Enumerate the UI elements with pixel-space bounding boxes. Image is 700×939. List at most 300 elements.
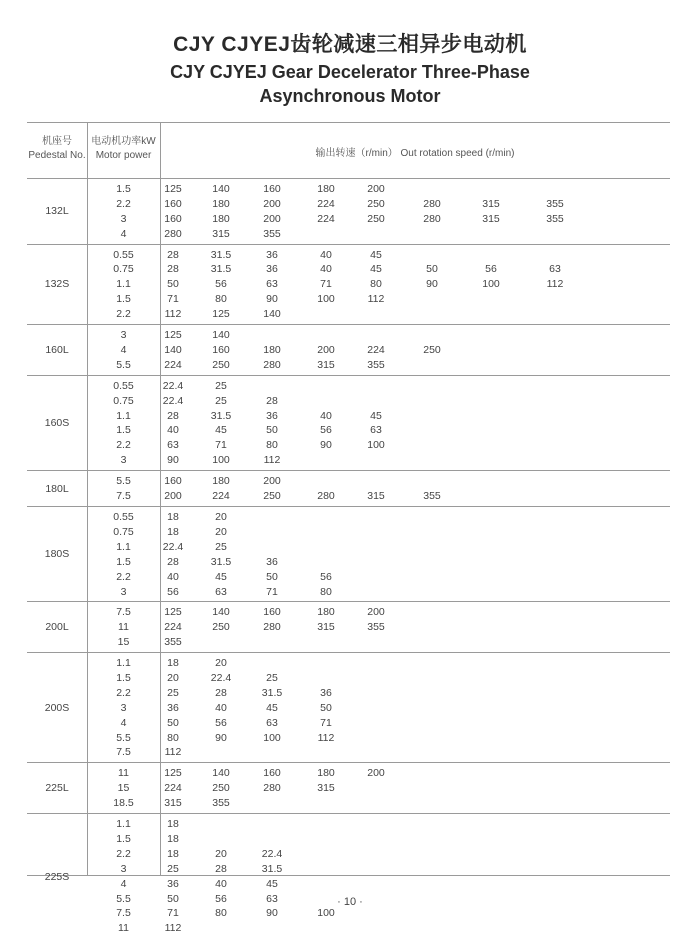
speed-cell: 18: [167, 832, 179, 845]
speed-cell: 250: [367, 212, 385, 225]
speed-cell: 50: [167, 278, 179, 291]
table-row: [27, 379, 670, 394]
speed-cell: 56: [320, 570, 332, 583]
speed-cell: 40: [167, 570, 179, 583]
power-cell: 18.5: [113, 797, 134, 810]
speed-cell: 20: [215, 657, 227, 670]
speed-cell: 200: [367, 183, 385, 195]
speed-cell: 125: [164, 606, 182, 619]
speed-cell: 100: [367, 439, 385, 452]
speed-cell: 250: [367, 197, 385, 210]
speed-cell: 45: [266, 701, 278, 714]
table-row: [27, 635, 670, 650]
pedestal-label: 200L: [45, 621, 69, 634]
speed-cell: 36: [266, 248, 278, 261]
speed-cell: 200: [263, 197, 281, 210]
pedestal-label: 132L: [45, 205, 69, 218]
speed-cell: 180: [317, 183, 335, 195]
table-row: [27, 277, 670, 292]
speed-cell: 112: [164, 308, 182, 321]
table-row: [27, 781, 670, 796]
speed-cell: 31.5: [210, 409, 232, 422]
speed-cell: 45: [370, 409, 382, 422]
pedestal-group: [27, 602, 670, 653]
speed-cell: 20: [215, 511, 227, 523]
speed-cell: 125: [164, 767, 182, 780]
speed-cell: 45: [215, 570, 227, 583]
table-row: [27, 438, 670, 453]
speed-cell: 31.5: [261, 862, 283, 875]
speed-cell: 280: [317, 490, 335, 503]
speed-cell: 36: [266, 555, 278, 568]
speed-cell: 200: [317, 343, 335, 356]
table-row: [27, 877, 670, 892]
speed-cell: 25: [215, 379, 227, 392]
pedestal-label: 225L: [45, 782, 69, 795]
header-pedestal: [27, 135, 87, 163]
speed-cell: 180: [317, 767, 335, 780]
power-cell: 1.5: [116, 183, 131, 195]
header-speed: 输出转速（r/min） Out rotation speed (r/min): [315, 148, 515, 159]
speed-cell: 180: [212, 212, 230, 225]
pedestal-label: 225S: [44, 870, 70, 883]
speed-cell: 112: [546, 278, 564, 291]
speed-cell: 250: [423, 343, 441, 356]
spec-table: [27, 122, 670, 935]
table-row: [27, 570, 670, 585]
speed-cell: 28: [215, 862, 227, 875]
table-row: [27, 555, 670, 570]
power-cell: 15: [117, 636, 130, 649]
speed-cell: 36: [266, 263, 278, 276]
speed-cell: 45: [266, 877, 278, 890]
speed-cell: 160: [263, 767, 281, 780]
speed-cell: 280: [263, 358, 281, 371]
table-row: [27, 906, 670, 921]
power-cell: 1.1: [116, 657, 131, 670]
power-cell: 7.5: [116, 907, 131, 920]
speed-cell: 28: [215, 686, 227, 699]
speed-cell: 180: [263, 343, 281, 356]
speed-cell: 40: [320, 263, 332, 276]
table-row: [27, 671, 670, 686]
speed-cell: 250: [212, 358, 230, 371]
table-row: [27, 343, 670, 358]
speed-cell: 25: [215, 540, 227, 553]
speed-cell: 71: [167, 293, 179, 306]
speed-cell: 90: [266, 293, 278, 306]
power-cell: 0.55: [113, 248, 134, 261]
speed-cell: 71: [215, 439, 227, 452]
speed-cell: 25: [266, 671, 278, 684]
speed-cell: 40: [320, 248, 332, 261]
table-row: [27, 796, 670, 811]
speed-cell: 63: [549, 263, 561, 276]
speed-cell: 140: [212, 606, 230, 619]
speed-cell: 63: [215, 585, 227, 598]
power-cell: 2.2: [116, 570, 131, 583]
power-cell: 15: [117, 782, 130, 795]
speed-cell: 71: [266, 585, 278, 598]
speed-cell: 36: [266, 409, 278, 422]
power-cell: 2.2: [116, 439, 131, 452]
header-power-cn: 电动机功率kW: [91, 136, 156, 147]
speed-cell: 28: [167, 263, 179, 276]
speed-cell: 224: [164, 782, 182, 795]
speed-cell: 56: [320, 424, 332, 437]
power-cell: 1.5: [116, 424, 131, 437]
speed-cell: 140: [212, 183, 230, 195]
speed-cell: 80: [215, 907, 227, 920]
power-cell: 5.5: [116, 475, 131, 488]
speed-cell: 200: [263, 475, 281, 488]
power-cell: 4: [120, 877, 127, 890]
power-cell: 3: [120, 329, 127, 342]
power-cell: 7.5: [116, 746, 131, 759]
speed-cell: 71: [167, 907, 179, 920]
power-cell: 0.55: [113, 379, 134, 392]
power-cell: 1.5: [116, 671, 131, 684]
speed-cell: 112: [263, 454, 281, 467]
pedestal-label: 160L: [45, 343, 69, 356]
speed-cell: 22.4: [162, 394, 184, 407]
table-row: [27, 358, 670, 373]
speed-cell: 355: [367, 358, 385, 371]
speed-cell: 50: [167, 716, 179, 729]
table-row: [27, 605, 670, 620]
power-cell: 5.5: [116, 892, 131, 905]
speed-cell: 80: [320, 585, 332, 598]
speed-cell: 28: [167, 248, 179, 261]
speed-cell: 90: [426, 278, 438, 291]
power-cell: 4: [120, 227, 127, 240]
speed-cell: 250: [212, 782, 230, 795]
speed-cell: 45: [215, 424, 227, 437]
pedestal-group: [27, 507, 670, 602]
table-row: [27, 540, 670, 555]
speed-cell: 50: [426, 263, 438, 276]
speed-cell: 100: [263, 731, 281, 744]
power-cell: 11: [118, 621, 129, 634]
table-row: [27, 525, 670, 540]
pedestal-group: [27, 763, 670, 814]
speed-cell: 355: [263, 227, 281, 240]
speed-cell: 40: [320, 409, 332, 422]
power-cell: 0.75: [113, 263, 134, 276]
pedestal-label: 132S: [44, 278, 70, 291]
speed-cell: 180: [212, 475, 230, 488]
power-cell: 1.1: [116, 278, 131, 291]
speed-cell: 63: [266, 716, 278, 729]
speed-cell: 224: [317, 197, 335, 210]
speed-cell: 63: [266, 892, 278, 905]
speed-cell: 140: [212, 767, 230, 780]
speed-cell: 112: [367, 293, 385, 306]
speed-cell: 160: [164, 475, 182, 488]
speed-cell: 18: [167, 818, 179, 831]
speed-cell: 80: [370, 278, 382, 291]
speed-cell: 224: [212, 490, 230, 503]
power-cell: 1.1: [116, 540, 131, 553]
table-row: [27, 453, 670, 468]
speed-cell: 100: [317, 293, 335, 306]
speed-cell: 22.4: [162, 379, 184, 392]
power-cell: 4: [120, 716, 127, 729]
pedestal-label: 200S: [44, 701, 70, 714]
table-row: [27, 745, 670, 760]
power-cell: 3: [120, 585, 127, 598]
page-number: · 10 ·: [337, 896, 363, 908]
speed-cell: 160: [212, 343, 230, 356]
speed-cell: 315: [212, 227, 230, 240]
speed-cell: 112: [164, 922, 182, 935]
pedestal-label: 180S: [44, 548, 70, 561]
speed-cell: 224: [164, 358, 182, 371]
speed-cell: 200: [263, 212, 281, 225]
speed-cell: 22.4: [210, 671, 232, 684]
power-cell: 7.5: [116, 490, 131, 503]
speed-cell: 90: [266, 907, 278, 920]
speed-cell: 125: [164, 183, 182, 195]
speed-cell: 100: [317, 907, 335, 920]
table-row: [27, 817, 670, 832]
speed-cell: 355: [212, 797, 230, 810]
speed-cell: 63: [266, 278, 278, 291]
table-row: [27, 197, 670, 212]
speed-cell: 200: [367, 767, 385, 780]
power-cell: 11: [118, 767, 129, 780]
speed-cell: 140: [263, 308, 281, 321]
speed-cell: 36: [167, 701, 179, 714]
speed-cell: 112: [164, 746, 182, 759]
speed-cell: 224: [164, 621, 182, 634]
speed-cell: 18: [167, 525, 179, 538]
speed-cell: 200: [367, 606, 385, 619]
speed-cell: 125: [164, 329, 182, 342]
speed-cell: 22.4: [162, 540, 184, 553]
speed-cell: 80: [215, 293, 227, 306]
speed-cell: 25: [167, 862, 179, 875]
speed-cell: 36: [320, 686, 332, 699]
pedestal-group: [27, 814, 670, 939]
speed-cell: 56: [215, 892, 227, 905]
pedestal-group: [27, 376, 670, 471]
speed-cell: 28: [266, 394, 278, 407]
speed-cell: 280: [164, 227, 182, 240]
table-row: [27, 227, 670, 242]
header-power-en: Motor power: [95, 150, 152, 161]
power-cell: 11: [118, 922, 129, 935]
table-row: [27, 182, 670, 197]
table-row: [27, 292, 670, 307]
speed-cell: 280: [263, 782, 281, 795]
speed-cell: 56: [485, 263, 497, 276]
speed-cell: 355: [164, 636, 182, 649]
speed-cell: 280: [423, 197, 441, 210]
table-row: [27, 307, 670, 322]
table-row: [27, 474, 670, 489]
power-cell: 2.2: [116, 847, 131, 860]
power-cell: 2.2: [116, 308, 131, 321]
power-cell: 1.5: [116, 832, 131, 845]
speed-cell: 315: [367, 490, 385, 503]
speed-cell: 18: [167, 847, 179, 860]
table-row: [27, 847, 670, 862]
speed-cell: 224: [317, 212, 335, 225]
speed-cell: 224: [367, 343, 385, 356]
speed-cell: 250: [263, 490, 281, 503]
speed-cell: 315: [164, 797, 182, 810]
speed-cell: 31.5: [210, 555, 232, 568]
power-cell: 5.5: [116, 358, 131, 371]
power-cell: 0.75: [113, 394, 134, 407]
table-row: [27, 585, 670, 600]
speed-cell: 45: [370, 263, 382, 276]
speed-cell: 315: [482, 197, 500, 210]
speed-cell: 280: [263, 621, 281, 634]
table-row: [27, 510, 670, 525]
power-cell: 3: [120, 862, 127, 875]
power-cell: 4: [120, 343, 127, 356]
speed-cell: 31.5: [210, 263, 232, 276]
speed-cell: 50: [320, 701, 332, 714]
table-row: [27, 423, 670, 438]
power-cell: 1.5: [116, 555, 131, 568]
speed-cell: 160: [164, 197, 182, 210]
table-row: [27, 656, 670, 671]
table-row: [27, 832, 670, 847]
pedestal-group: [27, 179, 670, 245]
speed-cell: 90: [320, 439, 332, 452]
speed-cell: 18: [167, 511, 179, 523]
power-cell: 0.75: [113, 525, 134, 538]
speed-cell: 90: [167, 454, 179, 467]
speed-cell: 40: [215, 877, 227, 890]
speed-cell: 180: [317, 606, 335, 619]
title-chinese: CJY CJYEJ齿轮减速三相异步电动机: [173, 33, 527, 56]
speed-cell: 140: [212, 329, 230, 342]
speed-cell: 160: [263, 606, 281, 619]
speed-cell: 63: [167, 439, 179, 452]
speed-cell: 50: [266, 570, 278, 583]
speed-cell: 31.5: [261, 686, 283, 699]
speed-cell: 45: [370, 248, 382, 261]
pedestal-group: [27, 471, 670, 507]
speed-cell: 180: [212, 197, 230, 210]
speed-cell: 18: [167, 657, 179, 670]
table-row: [27, 731, 670, 746]
speed-cell: 140: [164, 343, 182, 356]
table-row: [27, 328, 670, 343]
speed-cell: 160: [164, 212, 182, 225]
power-cell: 7.5: [116, 606, 131, 619]
table-row: [27, 701, 670, 716]
speed-cell: 100: [212, 454, 230, 467]
speed-cell: 355: [367, 621, 385, 634]
table-row: [27, 409, 670, 424]
speed-cell: 50: [266, 424, 278, 437]
pedestal-group: [27, 653, 670, 763]
table-row: [27, 248, 670, 263]
header-pedestal-cn: 机座号: [42, 136, 72, 147]
pedestal-label: 180L: [45, 482, 69, 495]
power-cell: 3: [120, 701, 127, 714]
speed-cell: 80: [167, 731, 179, 744]
speed-cell: 71: [320, 278, 332, 291]
speed-cell: 315: [482, 212, 500, 225]
header-pedestal-en: Pedestal No.: [28, 150, 86, 161]
power-cell: 2.2: [116, 686, 131, 699]
speed-cell: 280: [423, 212, 441, 225]
table-row: [27, 394, 670, 409]
speed-cell: 20: [167, 671, 179, 684]
speed-cell: 56: [167, 585, 179, 598]
table-row: [27, 262, 670, 277]
speed-cell: 25: [215, 394, 227, 407]
table-row: [27, 212, 670, 227]
speed-cell: 250: [212, 621, 230, 634]
power-cell: 1.5: [116, 293, 131, 306]
speed-cell: 355: [423, 490, 441, 503]
speed-cell: 20: [215, 847, 227, 860]
speed-cell: 71: [320, 716, 332, 729]
speed-cell: 40: [167, 424, 179, 437]
speed-cell: 56: [215, 716, 227, 729]
speed-cell: 22.4: [261, 847, 283, 860]
speed-cell: 80: [266, 439, 278, 452]
speed-cell: 36: [167, 877, 179, 890]
pedestal-group: [27, 245, 670, 326]
speed-cell: 31.5: [210, 248, 232, 261]
title-block: [0, 30, 700, 108]
table-row: [27, 686, 670, 701]
power-cell: 1.1: [116, 409, 131, 422]
speed-cell: 125: [212, 308, 230, 321]
power-cell: 1.1: [116, 818, 131, 831]
speed-cell: 28: [167, 409, 179, 422]
table-row: [27, 766, 670, 781]
speed-cell: 315: [317, 621, 335, 634]
power-cell: 3: [120, 454, 127, 467]
speed-cell: 100: [482, 278, 500, 291]
speed-cell: 90: [215, 731, 227, 744]
table-row: [27, 489, 670, 504]
power-cell: 5.5: [116, 731, 131, 744]
speed-cell: 28: [167, 555, 179, 568]
speed-cell: 50: [167, 892, 179, 905]
speed-cell: 20: [215, 525, 227, 538]
speed-cell: 355: [546, 197, 564, 210]
title-english-line1: CJY CJYEJ Gear Decelerator Three-Phase: [170, 62, 530, 82]
power-cell: 3: [120, 212, 127, 225]
speed-cell: 315: [317, 358, 335, 371]
table-row: [27, 862, 670, 877]
header-power: [87, 135, 160, 163]
speed-cell: 40: [215, 701, 227, 714]
pedestal-group: [27, 325, 670, 376]
speed-cell: 25: [167, 686, 179, 699]
speed-cell: 355: [546, 212, 564, 225]
table-row: [27, 716, 670, 731]
pedestal-label: 160S: [44, 416, 70, 429]
speed-cell: 56: [215, 278, 227, 291]
speed-cell: 112: [317, 731, 335, 744]
speed-cell: 160: [263, 183, 281, 195]
power-cell: 0.55: [113, 511, 134, 523]
table-row: [27, 620, 670, 635]
speed-cell: 315: [317, 782, 335, 795]
title-english-line2: Asynchronous Motor: [259, 86, 441, 106]
